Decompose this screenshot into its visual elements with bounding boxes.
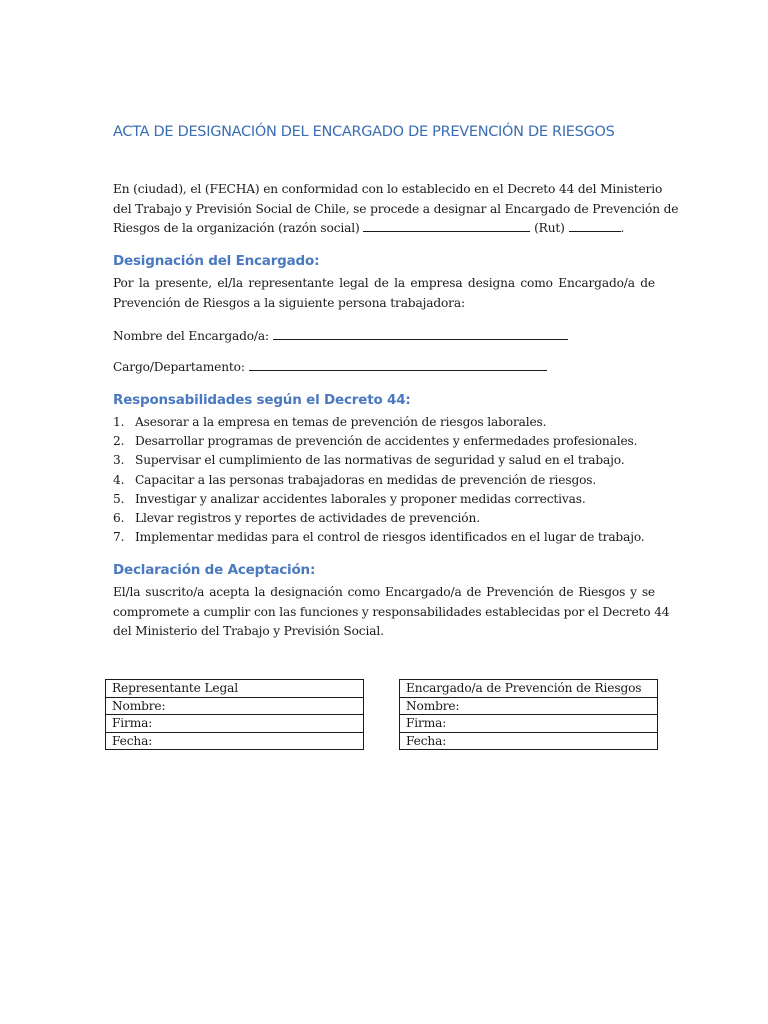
document-title: ACTA DE DESIGNACIÓN DEL ENCARGADO DE PREVENCIÓN DE RIESGOS <box>113 124 615 140</box>
list-item <box>113 509 673 528</box>
designacion-heading: Designación del Encargado: <box>113 253 320 269</box>
list-item-number: 3. <box>113 453 125 468</box>
list-item-number: 2. <box>113 434 125 449</box>
intro-line-3 <box>113 219 655 239</box>
intro-line-2: del Trabajo y Previsión Social de Chile, se procede a designar al Encargado de Prevención de <box>113 201 679 216</box>
razon-social-blank <box>363 219 530 232</box>
signature-firma-cell: Firma: <box>400 715 658 733</box>
list-item-number: 5. <box>113 491 125 506</box>
aceptacion-line-1: El/la suscrito/a acepta la designación como Encargado/a de Prevención de Riesgos y se <box>113 585 655 599</box>
list-item-text: Implementar medidas para el control de riesgos identificados en el lugar de trabajo. <box>135 530 645 545</box>
intro-rut-label: (Rut) <box>534 221 565 235</box>
list-item-text: Supervisar el cumplimiento de las normativas de seguridad y salud en el trabajo. <box>135 453 625 468</box>
signature-title-cell: Representante Legal <box>106 680 364 698</box>
list-item-number: 1. <box>113 415 125 429</box>
nombre-encargado-field <box>113 327 568 343</box>
aceptacion-line-3: del Ministerio del Trabajo y Previsión Social. <box>113 624 384 638</box>
signature-table-representante <box>105 679 364 750</box>
intro-razon-social-label: Riesgos de la organización (razón social) <box>113 221 360 235</box>
cargo-departamento-label: Cargo/Departamento: <box>113 360 245 374</box>
cargo-departamento-field <box>113 358 547 374</box>
signature-firma-cell: Firma: <box>106 715 364 733</box>
list-item <box>113 432 673 451</box>
list-item-text: Investigar y analizar accidentes laborales y proponer medidas correctivas. <box>135 491 586 506</box>
list-item-text: Asesorar a la empresa en temas de prevención de riesgos laborales. <box>135 415 547 429</box>
list-item-text: Capacitar a las personas trabajadoras en medidas de prevención de riesgos. <box>135 472 597 487</box>
signature-nombre-cell: Nombre: <box>400 697 658 715</box>
aceptacion-line-2: compromete a cumplir con las funciones y responsabilidades establecidas por el Decreto 44 <box>113 604 670 619</box>
signature-fecha-cell: Fecha: <box>106 732 364 750</box>
list-item-number: 4. <box>113 472 125 487</box>
list-item <box>113 451 673 470</box>
list-item <box>113 471 673 490</box>
designacion-line-2: Prevención de Riesgos a la siguiente persona trabajadora: <box>113 295 465 310</box>
responsabilidades-heading: Responsabilidades según el Decreto 44: <box>113 392 411 408</box>
responsabilidades-list <box>113 413 673 547</box>
signature-fecha-cell: Fecha: <box>400 732 658 750</box>
nombre-encargado-label: Nombre del Encargado/a: <box>113 329 269 343</box>
signature-table-encargado <box>399 679 658 750</box>
nombre-encargado-blank <box>273 327 568 340</box>
cargo-departamento-blank <box>249 358 547 371</box>
intro-period: . <box>620 221 625 235</box>
list-item-text: Llevar registros y reportes de actividades de prevención. <box>135 510 480 525</box>
list-item-number: 7. <box>113 530 125 545</box>
list-item <box>113 413 673 432</box>
list-item-text: Desarrollar programas de prevención de accidentes y enfermedades profesionales. <box>135 434 638 449</box>
list-item-number: 6. <box>113 510 125 525</box>
aceptacion-heading: Declaración de Aceptación: <box>113 562 316 578</box>
signature-title-cell: Encargado/a de Prevención de Riesgos <box>400 680 658 698</box>
list-item <box>113 490 673 509</box>
signature-nombre-cell: Nombre: <box>106 697 364 715</box>
aceptacion-paragraph <box>113 583 670 642</box>
designacion-paragraph <box>113 274 655 313</box>
intro-line-1: En (ciudad), el (FECHA) en conformidad con lo establecido en el Decreto 44 del Ministerio <box>113 182 663 196</box>
designacion-line-1: Por la presente, el/la representante legal de la empresa designa como Encargado/a de <box>113 276 655 290</box>
list-item <box>113 528 673 547</box>
intro-paragraph <box>113 180 679 239</box>
rut-blank <box>569 219 621 232</box>
